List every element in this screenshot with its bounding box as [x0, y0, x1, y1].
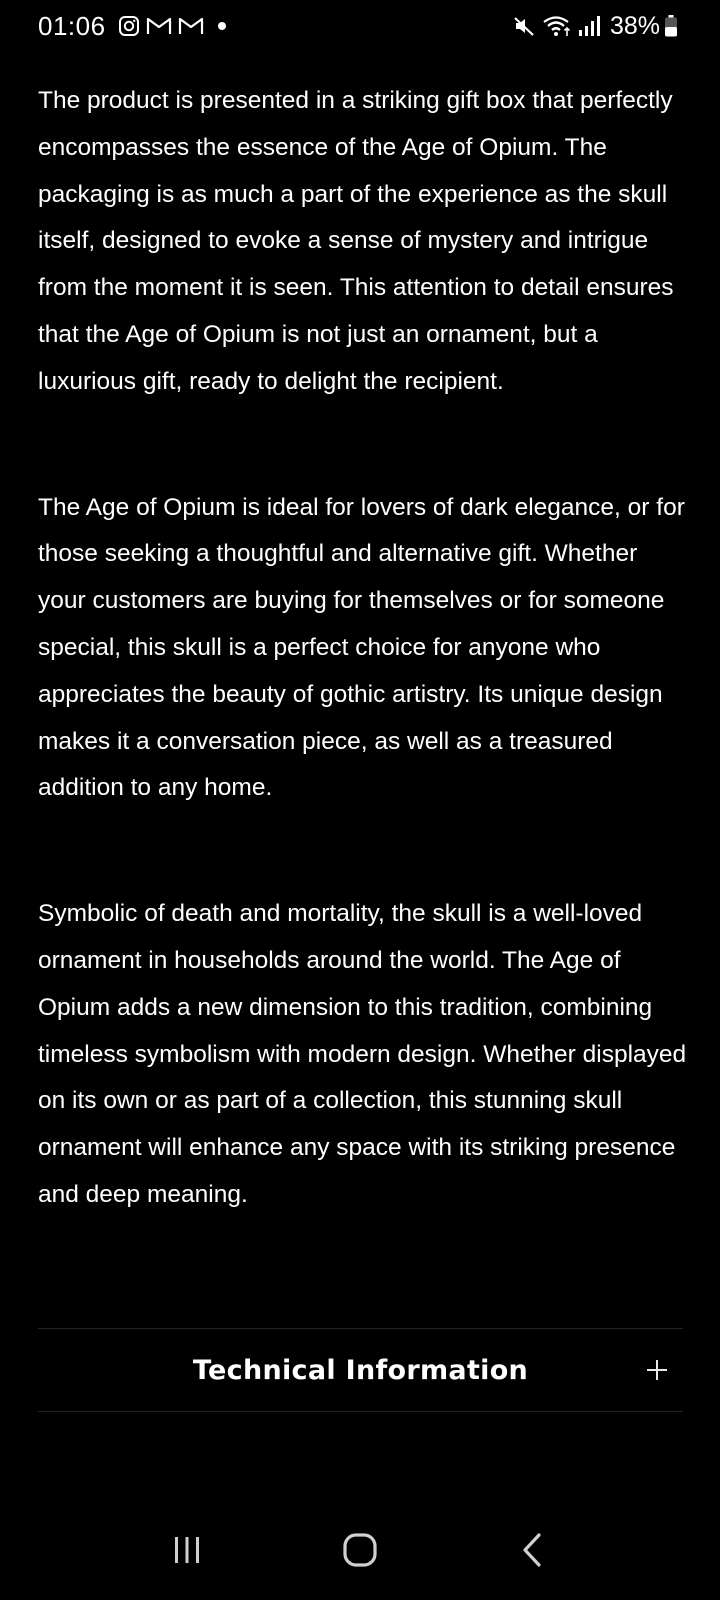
wifi-icon [542, 14, 572, 38]
recent-apps-icon [169, 1532, 205, 1568]
gmail-icon [178, 16, 204, 36]
more-notifications-dot-icon [218, 22, 226, 30]
description-paragraph: Symbolic of death and mortality, the skull is a well-loved ornament in households around the world. The Age of Opium adds a new dimension to this tradition, combining timeless symbolism with modern design. Whether displayed on its own or as part of a collection, this stunning skull ornament will enhance any space with its striking presence and deep meaning. [38, 900, 687, 1208]
home-icon [340, 1530, 380, 1570]
clock: 01:06 [38, 10, 106, 41]
battery-percent: 38% [609, 11, 660, 40]
instagram-icon [118, 15, 140, 37]
description-paragraph: The Age of Opium is ideal for lovers of dark elegance, or for those seeking a thoughtful and alternative gift. Whether your customers are buying for themselves or for someone special, this skull is a perfect choice for anyone who appreciates the beauty of gothic artistry. Its unique design makes it a conversation piece, as well as a treasured addition to any home. [38, 493, 685, 802]
battery-icon [664, 14, 678, 38]
product-description [38, 78, 688, 1219]
accordion-title: Technical Information [192, 1354, 529, 1386]
back-icon [515, 1532, 551, 1568]
status-bar-left [38, 11, 226, 42]
recent-apps-button[interactable] [147, 1510, 227, 1590]
technical-information-accordion[interactable] [38, 1328, 683, 1412]
signal-icon [578, 15, 600, 37]
status-bar-right [512, 12, 684, 41]
home-button[interactable] [320, 1510, 400, 1590]
gmail-icon [146, 16, 172, 36]
description-paragraph: The product is presented in a striking gift box that perfectly encompasses the essence of the Age of Opium. The packaging is as much a part of the experience as the skull itself, designed to evoke a sense of mystery and intrigue from the moment it is seen. This attention to detail ensures that the Age of Opium is not just an ornament, but a luxurious gift, ready to delight the recipient. [38, 87, 674, 395]
plus-icon[interactable] [647, 1360, 667, 1380]
back-button[interactable] [493, 1510, 573, 1590]
mute-icon [512, 14, 536, 38]
system-navigation-bar [0, 1500, 720, 1600]
status-bar [0, 0, 720, 52]
